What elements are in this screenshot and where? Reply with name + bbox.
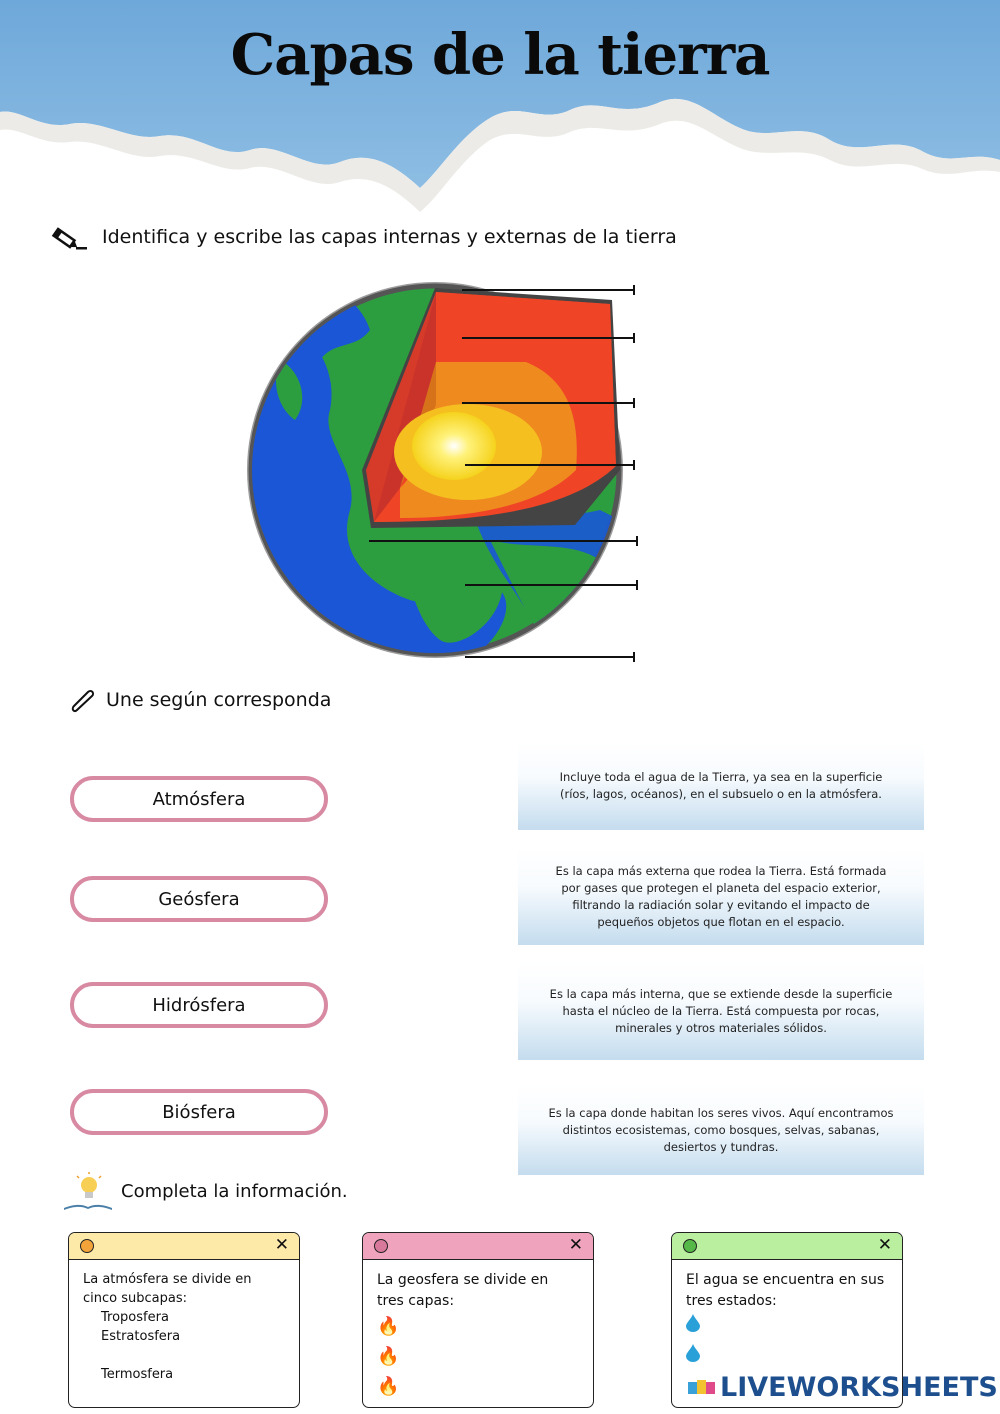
card-header: [672, 1233, 902, 1260]
answer-line-4[interactable]: [465, 464, 634, 466]
card-text: El agua se encuentra en sus tres estados:: [686, 1272, 885, 1309]
list-item: Troposfera: [101, 1310, 169, 1325]
match-term-hidrosfera[interactable]: Hidrósfera: [70, 982, 328, 1028]
card-header: [69, 1233, 299, 1260]
answer-line-2[interactable]: [462, 337, 634, 339]
list-item: Estratosfera: [101, 1329, 181, 1344]
card-text: La geosfera se divide en tres capas:: [377, 1272, 549, 1309]
match-description-1[interactable]: Incluye toda el agua de la Tierra, ya sea en la superficie (ríos, lagos, océanos), en el subsuelo o en la atmósfera.: [518, 742, 924, 830]
fire-icon: 🔥: [377, 1316, 400, 1337]
answer-line-5[interactable]: [369, 540, 637, 542]
status-dot: [683, 1239, 697, 1253]
card-text: La atmósfera se divide en cinco subcapas:: [83, 1272, 252, 1306]
liveworksheets-logo: [686, 1372, 998, 1403]
section3-text: Completa la información.: [121, 1181, 348, 1202]
info-card-atmosfera: [68, 1232, 300, 1408]
blank-field[interactable]: [83, 1346, 285, 1365]
status-dot: [80, 1239, 94, 1253]
answer-line-7[interactable]: [465, 656, 634, 658]
watermark-text: LIVEWORKSHEETS: [720, 1372, 998, 1403]
page-title: Capas de la tierra: [230, 22, 770, 88]
list-item: Termosfera: [101, 1367, 174, 1382]
water-drop-icon: [686, 1314, 700, 1332]
info-card-geosfera: [362, 1232, 594, 1408]
match-term-biosfera[interactable]: Biósfera: [70, 1089, 328, 1135]
pencil-icon: [50, 226, 88, 252]
match-term-atmosfera[interactable]: Atmósfera: [70, 776, 328, 822]
earth-layers-diagram: [240, 270, 650, 670]
paperclip-icon: [68, 688, 98, 714]
status-dot: [374, 1239, 388, 1253]
logo-icon: [686, 1376, 718, 1402]
answer-line-6[interactable]: [465, 584, 637, 586]
water-drop-icon: [686, 1344, 700, 1362]
match-term-geosfera[interactable]: Geósfera: [70, 876, 328, 922]
match-description-3[interactable]: Es la capa más interna, que se extiende desde la superficie hasta el núcleo de la Tierra. Está compuesta por rocas, minerales y otros materiales sólidos.: [518, 962, 924, 1060]
close-icon[interactable]: ✕: [568, 1235, 583, 1255]
fire-icon: 🔥: [377, 1376, 400, 1397]
match-description-4[interactable]: Es la capa donde habitan los seres vivos. Aquí encontramos distintos ecosistemas, como bosques, selvas, sabanas, desiertos y tundras.: [518, 1085, 924, 1175]
answer-line-1[interactable]: [462, 289, 634, 291]
fire-icon: 🔥: [377, 1346, 400, 1367]
lightbulb-book-icon: [62, 1172, 114, 1212]
close-icon[interactable]: ✕: [274, 1235, 289, 1255]
match-description-2[interactable]: Es la capa más externa que rodea la Tierra. Está formada por gases que protegen el planeta del espacio exterior, filtrando la radiación solar y evitando el impacto de pequeños objetos que flotan en el espacio.: [518, 848, 924, 945]
close-icon[interactable]: ✕: [877, 1235, 892, 1255]
section2-text: Une según corresponda: [106, 689, 332, 711]
answer-line-3[interactable]: [462, 402, 634, 404]
card-header: [363, 1233, 593, 1260]
section1-text: Identifica y escribe las capas internas y externas de la tierra: [102, 226, 677, 248]
